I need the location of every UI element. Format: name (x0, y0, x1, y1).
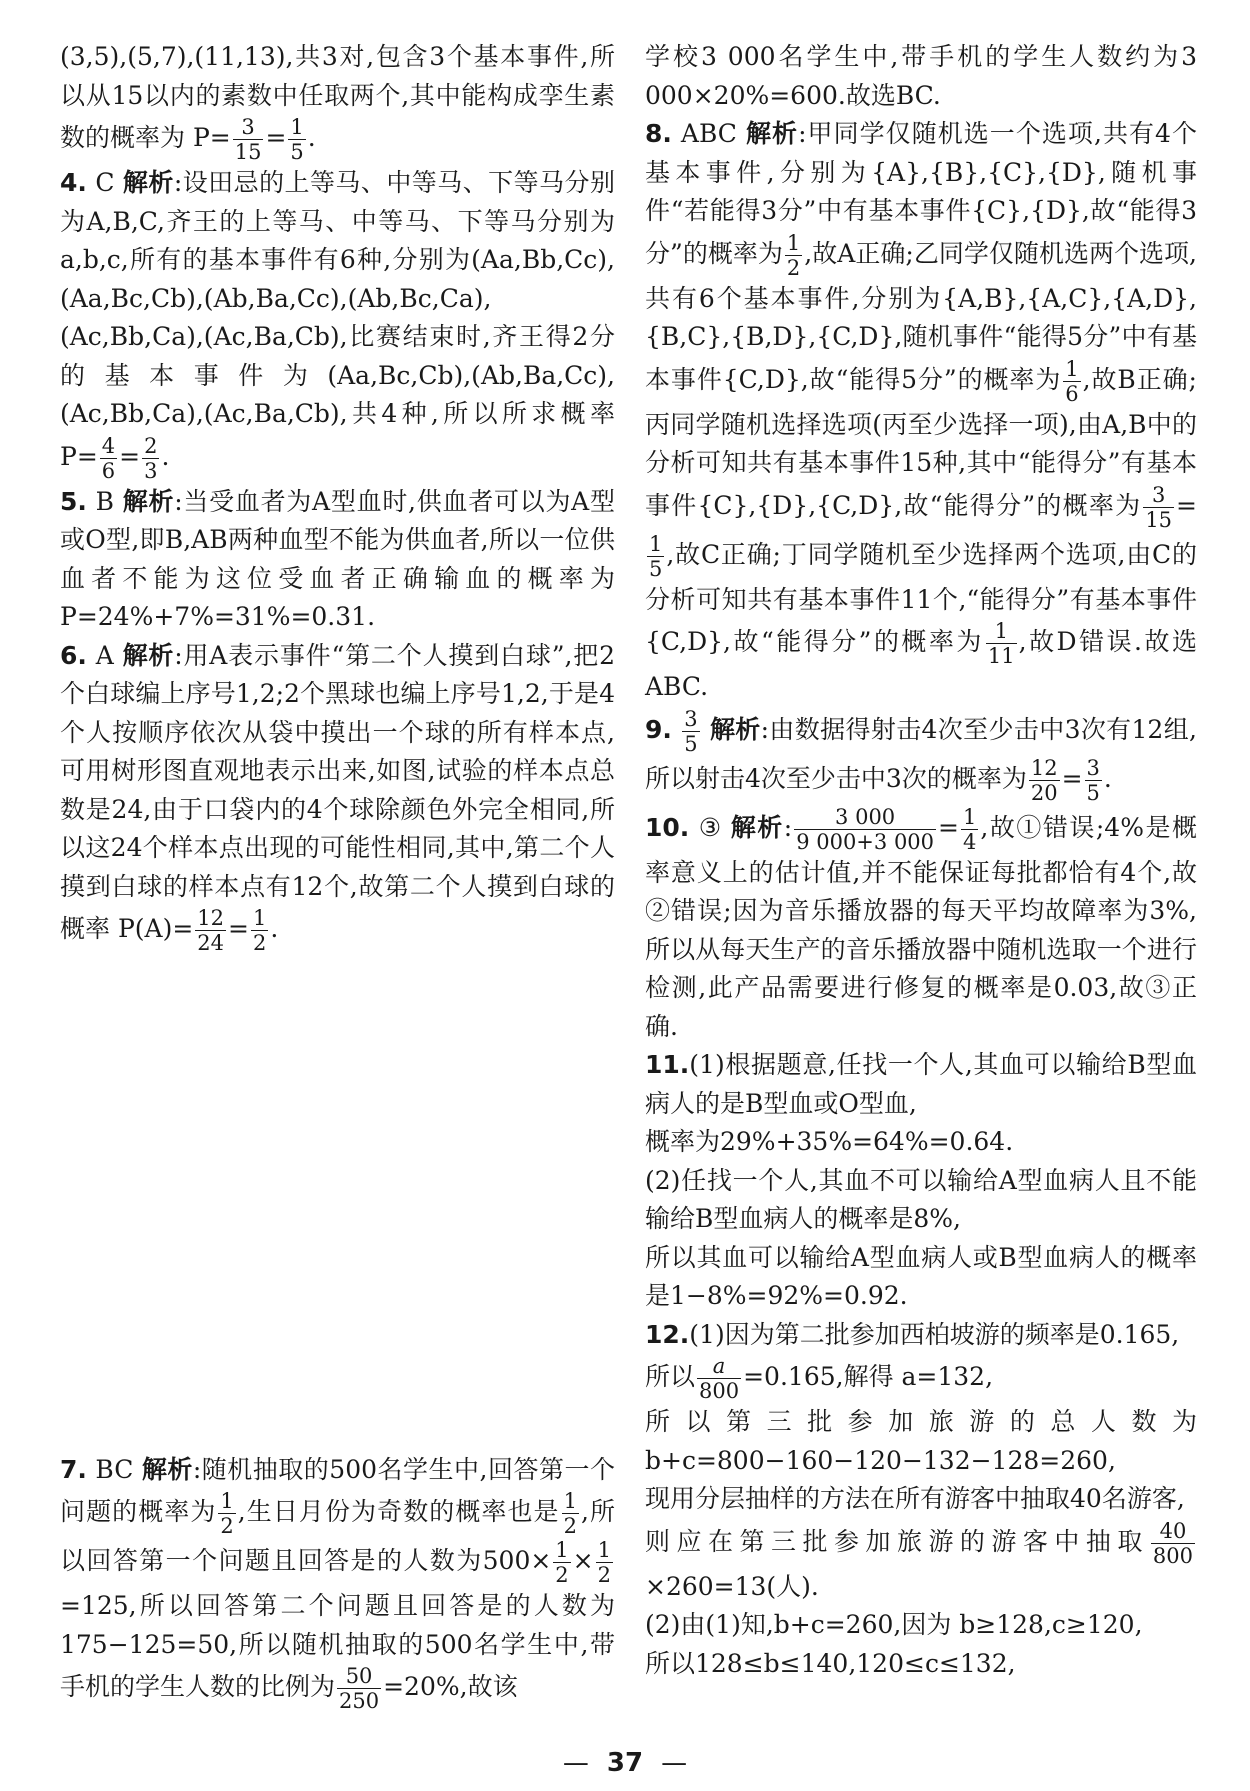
q12-line-f: (2)由(1)知,b+c=260,因为 b≥128,c≥120, (645, 1610, 1143, 1639)
fraction: $\frac{1}{2}$ (555, 1538, 569, 1587)
fraction: $\frac{3}{5}$ (1086, 755, 1100, 805)
fraction: $\frac{1}{2}$ (597, 1538, 611, 1587)
q12-line-c: 所以第三批参加旅游的总人数为 b+c=800−160−120−132−128=260, (645, 1407, 1197, 1475)
fraction: $\frac{4}{6}$ (101, 433, 116, 483)
q11-line-d: 所以其血可以输给A型血病人或B型血病人的概率是1−8%=92%=0.92. (645, 1242, 1197, 1310)
left-column (60, 38, 615, 1713)
question-7: 7. BC 解析:随机抽取的500名学生中,回答第一个问题的概率为 $\frac{1}{2}$ ,生日月份为奇数的概率也是 $\frac{1}{2}$ ,所以回答第一个问题且回答是的人数为500× $\frac{1}{2}$ × $\frac{1}{2}$ =125,所以回答第二个问题且回答是的人数为175−125=50,所以随机抽取的500名学生中,带手机的学生人数的比例为 $\frac{50}{250}$ =20%,故该 (60, 1454, 615, 1713)
q3-continuation: (3,5),(5,7),(11,13),共3对,包含3个基本事件,所以从15以内的素数中任取两个,其中能构成孪生素数的概率为 P= $\frac{3}{15}$ = $\frac{1}{5}$ . (60, 42, 615, 164)
q7-continuation: 学校3 000名学生中,带手机的学生人数约为3 000×20%=600.故选BC. (645, 42, 1197, 110)
fraction: $\frac{1}{11}$ (987, 619, 1015, 668)
fraction: $\frac{3}{15}$ (1145, 482, 1173, 532)
question-9: 9. $\frac{3}{5}$ 解析:由数据得射击4次至少击中3次有12组,所以射击4次至少击中3次的概率为 $\frac{12}{20}$ = $\frac{3}{5}$ . (645, 706, 1197, 805)
fraction: $\frac{1}{5}$ (649, 531, 663, 581)
fraction: $\frac{1}{4}$ (962, 804, 977, 854)
fraction: $\frac{2}{3}$ (144, 433, 158, 483)
q12-line-g: 所以128≤b≤140,120≤c≤132, (645, 1648, 1016, 1678)
q11-line-b: 概率为29%+35%=64%=0.64. (645, 1127, 1014, 1156)
tree-diagram (60, 969, 615, 1441)
question-11: 11.(1)根据题意,任找一个人,其血可以输给B型血病人的是B型血或O型血, (645, 1050, 1197, 1118)
fraction: $\frac{3}{5}$ (684, 706, 698, 756)
fraction: $\frac{3}{15}$ (234, 115, 262, 164)
question-8: 8. ABC 解析:甲同学仅随机选一个选项,共有4个基本事件,分别为{A},{B},{C},{D},随机事件“若能得3分”中有基本事件{C},{D},故“能得3分”的概率为 $\frac{1}{2}$ ,故A正确;乙同学仅随机选两个选项,共有6个基本事件,分别为{A,B},{A,C},{A,D},{B,C},{B,D},{C,D},随机事件“能得5分”中有基本事件{C,D},故“能得5分”的概率为 $\frac{1}{6}$ ,故B正确;丙同学随机选择选项(丙至少选择一项),由A,B中的分析可知共有基本事件15种,其中“能得分”有基本事件{C},{D},{C,D},故“能得分”的概率为 $\frac{3}{15}$ = $\frac{1}{5}$ ,故C正确;丁同学随机至少选择两个选项,由C的分析可知共有基本事件11个,“能得分”有基本事件{C,D},故“能得分”的概率为 $\frac{1}{11}$ ,故D错误.故选ABC. (645, 119, 1197, 701)
fraction: $\frac{40}{800}$ (1152, 1518, 1193, 1568)
question-4: 4. C 解析:设田忌的上等马、中等马、下等马分别为A,B,C,齐王的上等马、中等马、下等马分别为a,b,c,所有的基本事件有6种,分别为(Aa,Bb,Cc),(Aa,Bc,Cb),(Ab,Ba,Cc),(Ab,Bc,Ca),(Ac,Bb,Ca),(Ac,Ba,Cb),比赛结束时,齐王得2分的基本事件为(Aa,Bc,Cb),(Ab,Ba,Cc),(Ac,Bb,Ca),(Ac,Ba,Cb),共4种,所以所求概率 P= $\frac{4}{6}$ = $\frac{2}{3}$ . (60, 168, 615, 483)
fraction: $\frac{12}{24}$ (197, 906, 225, 955)
q12-line-d: 现用分层抽样的方法在所有游客中抽取40名游客, (645, 1484, 1185, 1513)
fraction: $\frac{1}{5}$ (290, 115, 304, 164)
question-6: 6. A 解析:用A表示事件“第二个人摸到白球”,把2个白球编上序号1,2;2个黑球也编上序号1,2,于是4个人按顺序依次从袋中摸出一个球的所有样本点,可用树形图直观地表示出来,如图,试验的样本点总数是24,由于口袋内的4个球除颜色外完全相同,所以这24个样本点出现的可能性相同,其中,第二个人摸到白球的样本点有12个,故第二个人摸到白球的概率 P(A)= $\frac{12}{24}$ = $\frac{1}{2}$ . (60, 640, 615, 955)
fraction: $\frac{1}{2}$ (252, 906, 267, 955)
tree-diagram-svg (60, 969, 615, 1429)
fraction: $\frac{3 000}{9 000+3 000}$ (796, 804, 935, 854)
page-number: — 37 — (562, 1748, 688, 1778)
question-5: 5. B 解析:当受血者为A型血时,供血者可以为A型或O型,即B,AB两种血型不能为供血者,所以一位供血者不能为这位受血者正确输血的概率为 P=24%+7%=31%=0.31. (60, 486, 615, 631)
right-column (645, 38, 1197, 1683)
fraction: $\frac{1}{6}$ (1065, 356, 1079, 406)
fraction: $\frac{1}{2}$ (220, 1489, 234, 1538)
fraction: $\frac{12}{20}$ (1030, 755, 1058, 805)
q12-line-e: 则应在第三批参加旅游的游客中抽取 $\frac{40}{800}$ ×260=13(人). (645, 1518, 1193, 1601)
fraction: $\frac{1}{2}$ (563, 1489, 577, 1538)
fraction: $\frac{50}{250}$ (339, 1664, 380, 1713)
question-12: 12.(1)因为第二批参加西柏坡游的频率是0.165, (645, 1319, 1180, 1349)
fraction: $\frac{1}{2}$ (786, 230, 801, 280)
fraction: $\frac{a}{800}$ (699, 1354, 740, 1403)
question-10: 10. ③ 解析: $\frac{3 000}{9 000+3 000}$ = $\frac{1}{4}$ ,故①错误;4%是概率意义上的估计值,并不能保证每批都恰有4个,故②错误;因为音乐播放器的每天平均故障率为3%,所以从每天生产的音乐播放器中随机选取一个进行检测,此产品需要进行修复的概率是0.03,故③正确. (645, 804, 1197, 1041)
q12-line-b: 所以 $\frac{a}{800}$ =0.165,解得 a=132, (645, 1354, 994, 1403)
q11-line-c: (2)任找一个人,其血不可以输给A型血病人且不能输给B型血病人的概率是8%, (645, 1165, 1197, 1233)
